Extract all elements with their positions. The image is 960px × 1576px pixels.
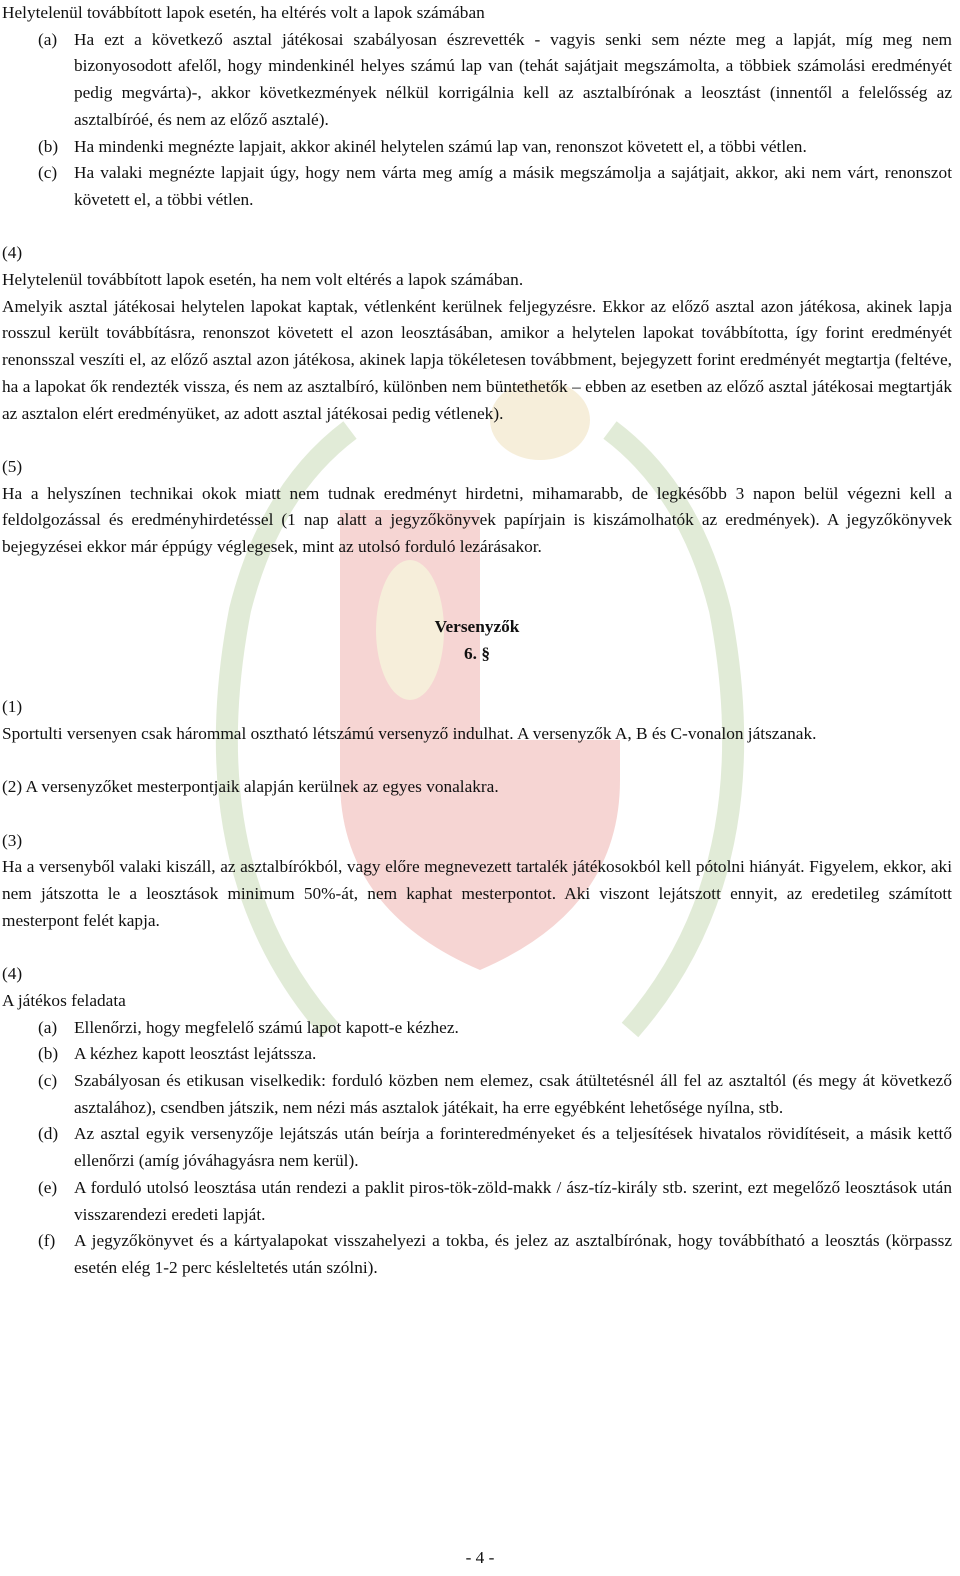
item-text: Ellenőrzi, hogy megfelelő számú lapot kapott-e kézhez. <box>74 1017 459 1037</box>
section5-paragraph: Ha a helyszínen technikai okok miatt nem tudnak eredményt hirdetni, mihamarabb, de legkésőbb 3 napon belül végezni kell a feldolgozással és eredményhirdetéssel (1 nap alatt a jegyzőkönyvek papírjain is kiszámolhatók az eredmények). A jegyzőkönyvek bejegyzései ekkor már éppúgy véglegesek, mint az utolsó forduló lezárásakor. <box>2 483 952 557</box>
item-label: (f) <box>38 1231 56 1251</box>
page-number: - 4 - <box>465 1548 495 1567</box>
section4-number: (4) <box>2 243 23 263</box>
chapter-title: Versenyzők <box>434 617 520 637</box>
ch6-p1-text: Sportulti versenyen csak hárommal osztható létszámú versenyző indulhat. A versenyzők A, B és C-vonalon játszanak. <box>2 723 817 743</box>
ch6-p4-item-b <box>2 1041 952 1068</box>
item-text: Ha ezt a következő asztal játékosai szabályosan észrevették - vagyis senki sem nézte meg a lapját, míg meg nem bizonyosodott afelől, hogy mindenkinél helyes számú lap van (tehát sajátjait megszámolta, a többiek számolási eredményét pedig megvárta)-, akkor következmények nélkül korrigálnia kell az asztalbírónak a leosztást (innentől a felelősség az asztalbíróé, és nem az előző asztalé). <box>74 29 952 129</box>
ch6-p4-item-d <box>2 1121 952 1174</box>
item-label: (b) <box>38 136 59 156</box>
section4-line1: Helytelenül továbbított lapok esetén, ha nem volt eltérés a lapok számában. <box>2 270 524 290</box>
item-label: (c) <box>38 163 58 183</box>
item-text: A kézhez kapott leosztást lejátssza. <box>74 1044 317 1064</box>
ch6-p1-number: (1) <box>2 697 23 717</box>
section3-item-c <box>2 160 952 213</box>
item-text: Ha mindenki megnézte lapjait, akkor akinél helytelen számú lap van, renonszot követett el, a többi vétlen. <box>74 136 807 156</box>
item-text: Ha valaki megnézte lapjait úgy, hogy nem várta meg amíg a másik megszámolja a sajátjait, akkor, aki nem várt, renonszot követett el, a többi vétlen. <box>74 163 952 209</box>
item-label: (e) <box>38 1177 58 1197</box>
ch6-p4-item-a <box>2 1015 952 1042</box>
ch6-p3-number: (3) <box>2 830 23 850</box>
item-label: (a) <box>38 1017 58 1037</box>
item-label: (c) <box>38 1071 58 1090</box>
ch6-p4-item-f <box>2 1228 952 1281</box>
item-text: A forduló utolsó leosztása után rendezi a paklit piros-tök-zöld-makk / ász-tíz-király stb. szerint, ezt megelőző leosztások után visszarendezi eredeti lapját. <box>74 1177 952 1224</box>
ch6-p4-intro: A játékos feladata <box>2 990 126 1010</box>
ch6-p4-number: (4) <box>2 964 23 984</box>
ch6-p4-item-c <box>2 1068 952 1121</box>
chapter-number: 6. § <box>464 643 490 663</box>
item-label: (a) <box>38 29 58 49</box>
ch6-p4-item-e <box>2 1175 952 1228</box>
item-label: (b) <box>38 1044 59 1064</box>
section3-item-a <box>2 27 952 134</box>
item-text: Szabályosan és etikusan viselkedik: forduló közben nem elemez, csak átültetésnél áll fel az asztaltól (és megy át következő asztalához), csendben játszik, nem nézi más asztalok játékait, ha erre egyébként lehetősége nyílna, stb. <box>74 1071 952 1117</box>
section3-intro: Helytelenül továbbított lapok esetén, ha eltérés volt a lapok számában <box>2 3 485 22</box>
ch6-p2-text: (2) A versenyzőket mesterpontjaik alapján kerülnek az egyes vonalakra. <box>2 777 499 797</box>
section4-paragraph: Amelyik asztal játékosai helytelen lapokat kaptak, vétlenként kerülnek feljegyzésre. Ekkor az előző asztal azon játékosa, akinek lapja rosszul került továbbításra, renonszot követett el azon leosztásában, amikor a helytelen lapokat továbbította, így forint eredményét renonsszal veszíti el, az előző asztal azon játékosa, akinek lapja tökéletesen továbbment, bejegyzett forint eredményét megtartja (feltéve, ha a lapokat ők rendezték vissza, és nem az asztalbíró, különben nem büntethetők – ebben az esetben az előző asztal játékosai megtartják az asztalon elért eredményüket, az adott asztal játékosai pedig vétlenek). <box>2 296 952 423</box>
item-text: Az asztal egyik versenyzője lejátszás után beírja a forinteredményeket és a teljesítések hivatalos rövidítéseit, a másik kettő ellenőrzi (amíg jóváhagyásra nem kerül). <box>74 1124 952 1171</box>
item-label: (d) <box>38 1124 59 1144</box>
section3-item-b <box>2 134 952 161</box>
item-text: A jegyzőkönyvet és a kártyalapokat visszahelyezi a tokba, és jelez az asztalbírónak, hogy továbbítható a leosztás (körpassz esetén elég 1-2 perc késleltetés után szólni). <box>74 1231 952 1277</box>
ch6-p3-text: Ha a versenyből valaki kiszáll, az asztalbírókból, vagy előre megnevezett tartalék játékosokból kell pótolni hiányát. Figyelem, ekkor, aki nem játszotta le a leosztások minimum 50%-át, nem kaphat mesterpontot. Aki viszont lejátszott ennyit, az eredetileg számított mesterpont felét kapja. <box>2 857 952 930</box>
section5-number: (5) <box>2 456 23 476</box>
